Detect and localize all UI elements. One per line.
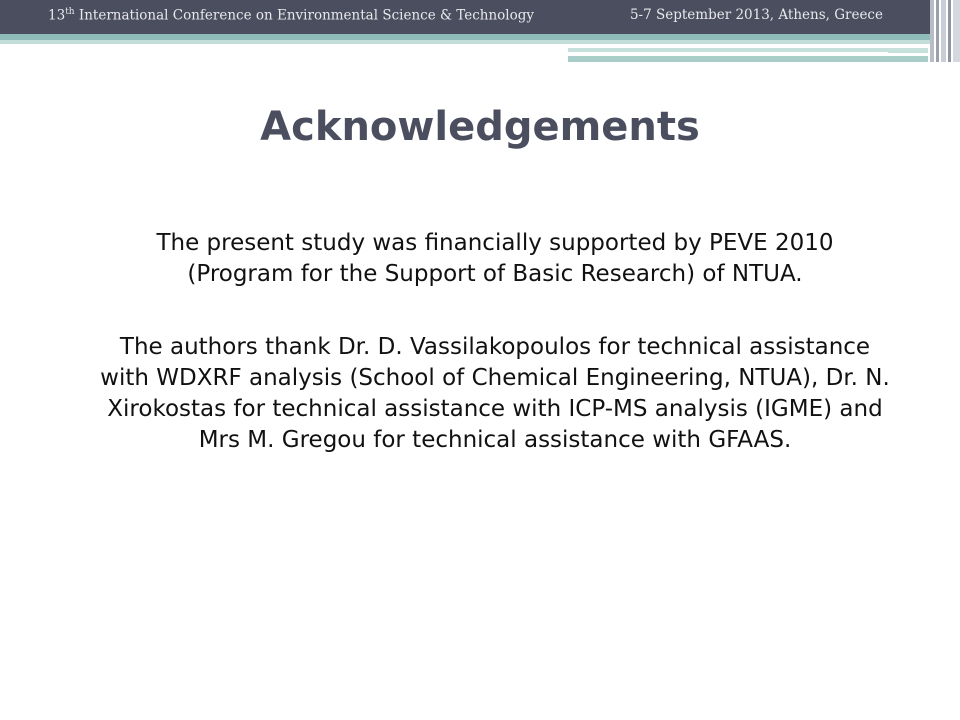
decorative-line (568, 52, 888, 55)
decorative-bar (936, 0, 939, 62)
conference-number-suffix: th (65, 7, 75, 17)
conference-number: 13 (48, 7, 66, 24)
decorative-stripe (568, 56, 928, 62)
conference-title: International Conference on Environmental Science & Technology (74, 7, 535, 24)
decorative-bar (953, 0, 960, 62)
header-bar (0, 0, 930, 34)
thanks-paragraph: The authors thank Dr. D. Vassilakopoulos for technical assistance with WDXRF analysis (School of Chemical Engineering, NTUA), Dr. N. Xirokostas for technical assistance with ICP-MS analysis (IGME) and Mrs M. Gregou for technical assistance with GFAAS. (100, 334, 890, 453)
decorative-bar (930, 0, 934, 62)
conference-date-location: 5-7 September 2013, Athens, Greece (629, 7, 883, 23)
conference-name (48, 7, 534, 24)
header-stripe-light (0, 40, 930, 44)
funding-paragraph: The present study was financially supported by PEVE 2010 (Program for the Support of Basic Research) of NTUA. (156, 230, 834, 287)
slide-title: Acknowledgements (260, 104, 700, 150)
decorative-bar (941, 0, 946, 62)
decorative-bar (948, 0, 951, 62)
